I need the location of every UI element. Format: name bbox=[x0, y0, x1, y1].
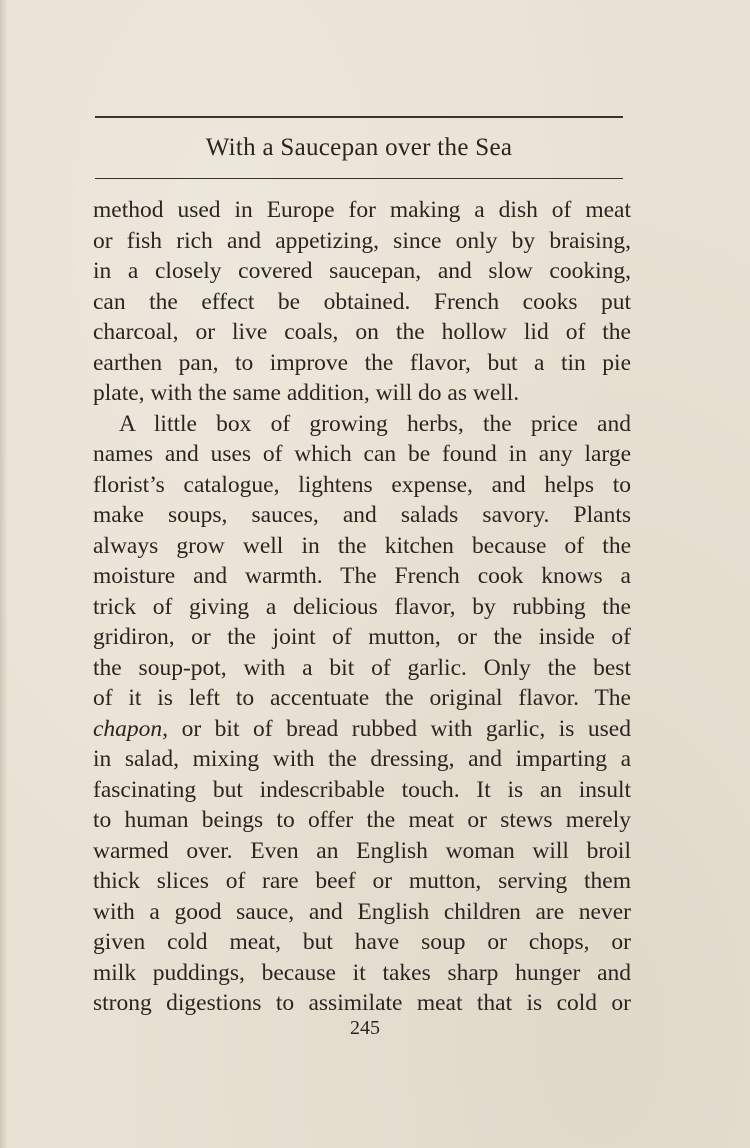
header-bottom-rule bbox=[95, 178, 623, 179]
text-line: can the effect be obtained. French cooks put bbox=[93, 288, 631, 315]
text-line: names and uses of which can be found in any large bbox=[93, 441, 631, 467]
header-top-rule bbox=[95, 116, 623, 118]
text-line: plate, with the same addition, will do as well. bbox=[93, 380, 520, 406]
text-line bbox=[93, 714, 631, 745]
text-line: trick of giving a delicious flavor, by rubbing the bbox=[93, 593, 631, 620]
text-line: method used in Europe for making a dish of meat bbox=[93, 197, 631, 223]
text-line: the soup-pot, with a bit of garlic. Only the best bbox=[93, 654, 631, 681]
page-gutter-shadow bbox=[0, 0, 8, 1148]
text-line: thick slices of rare beef or mutton, serving them bbox=[93, 868, 631, 894]
text-line: of it is left to accentuate the original flavor. The bbox=[93, 685, 631, 711]
text-line: florist’s catalogue, lightens expense, and helps to bbox=[93, 471, 631, 498]
text-line: gridiron, or the joint of mutton, or the inside of bbox=[93, 624, 631, 650]
running-head: With a Saucepan over the Sea bbox=[205, 134, 513, 161]
body-text bbox=[93, 195, 631, 1019]
text-line: fascinating but indescribable touch. It is an insult bbox=[93, 776, 631, 803]
text-line: or fish rich and appetizing, since only by braising, bbox=[93, 227, 631, 254]
text-line: moisture and warmth. The French cook knows a bbox=[93, 563, 631, 589]
text-line: charcoal, or live coals, on the hollow lid of the bbox=[93, 319, 631, 345]
text-line: to human beings to offer the meat or stews merely bbox=[93, 807, 631, 833]
italic-term: chapon, bbox=[93, 715, 169, 742]
text-line-rest: or bit of bread rubbed with garlic, is used bbox=[168, 715, 631, 742]
text-line: A little box of growing herbs, the price and bbox=[119, 410, 631, 437]
page-number: 245 bbox=[350, 1017, 380, 1039]
text-line: make soups, sauces, and salads savory. Plants bbox=[93, 502, 631, 528]
text-line: strong digestions to assimilate meat that is cold or bbox=[93, 990, 631, 1016]
text-line: milk puddings, because it takes sharp hunger and bbox=[93, 959, 631, 986]
text-line: in a closely covered saucepan, and slow cooking, bbox=[93, 258, 631, 284]
text-line: always grow well in the kitchen because of the bbox=[93, 532, 631, 559]
text-line: earthen pan, to improve the flavor, but a tin pie bbox=[93, 349, 631, 376]
text-line: in salad, mixing with the dressing, and imparting a bbox=[93, 746, 631, 772]
text-line: with a good sauce, and English children are never bbox=[93, 898, 631, 925]
text-line: given cold meat, but have soup or chops, or bbox=[93, 929, 631, 955]
text-line: warmed over. Even an English woman will broil bbox=[93, 837, 631, 864]
